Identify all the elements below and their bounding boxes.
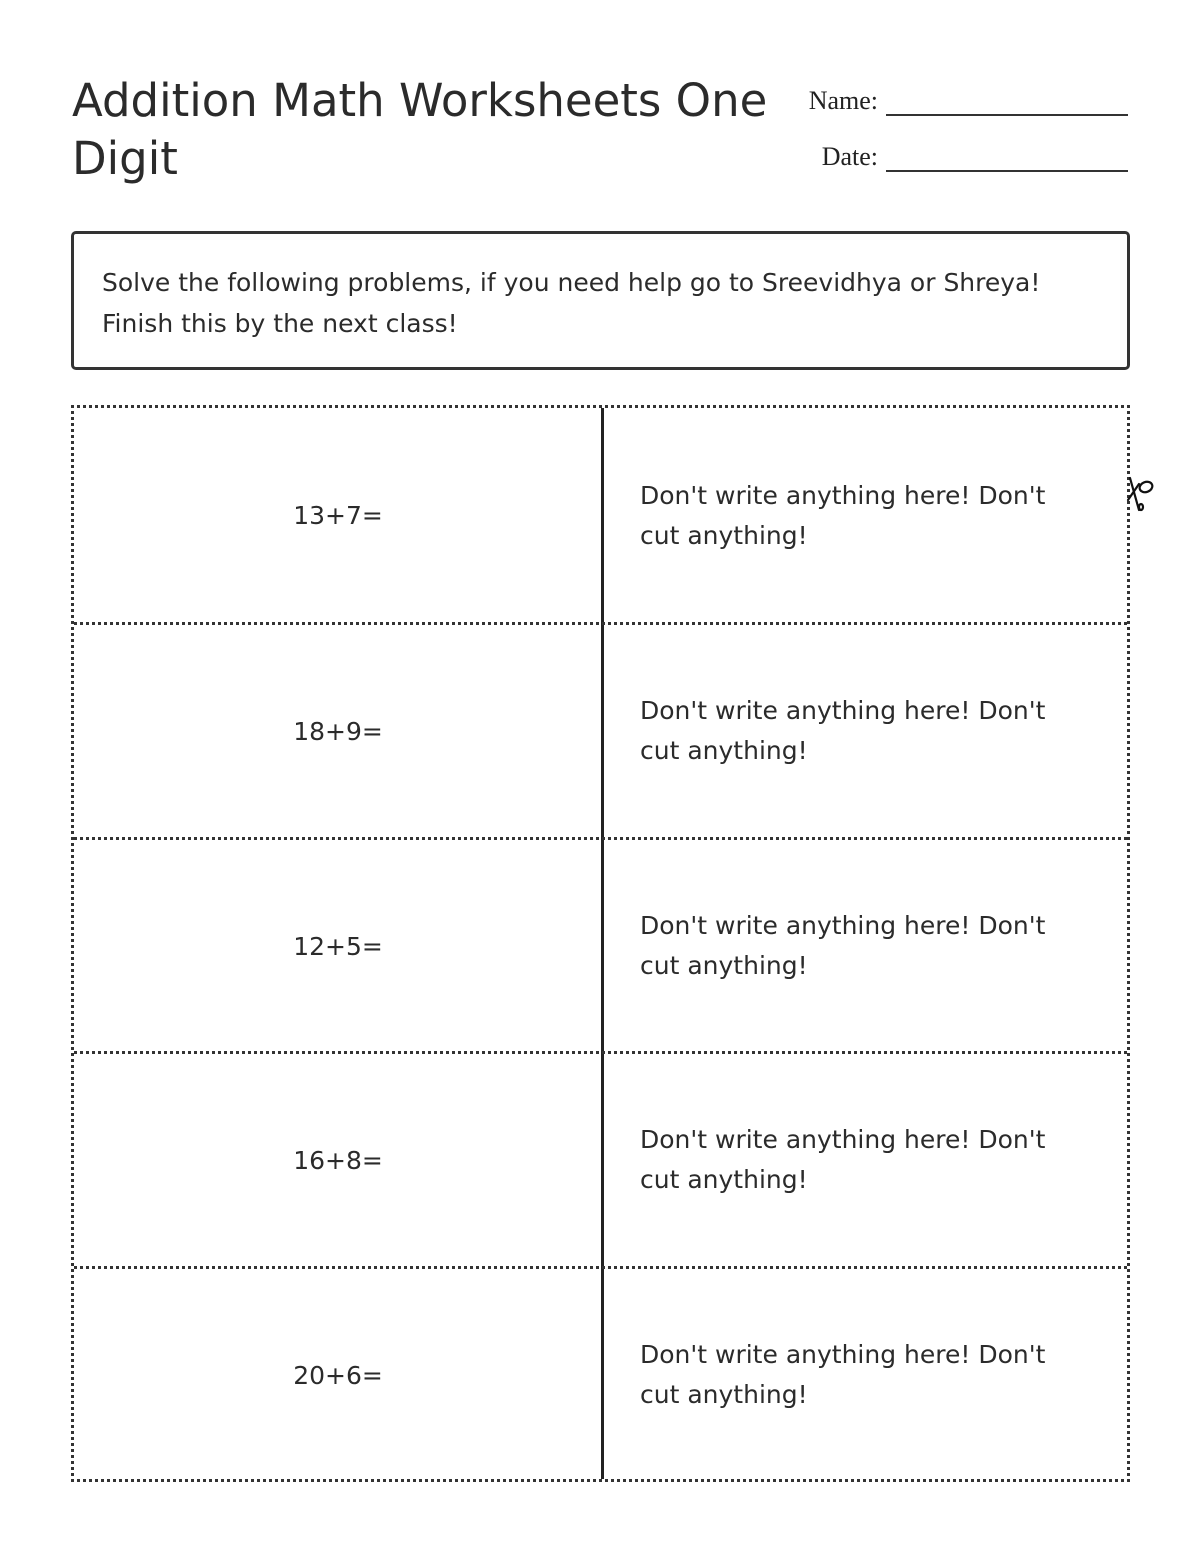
instructions-text: Solve the following problems, if you need help go to Sreevidhya or Shreya! Finish this by the next class! [102, 268, 1041, 338]
answer-cell-note: Don't write anything here! Don't cut anything! [640, 696, 1046, 765]
problem-question: 13+7= [293, 501, 383, 530]
table-row [74, 408, 1127, 623]
problem-table [71, 405, 1130, 1482]
problem-question: 16+8= [293, 1145, 383, 1175]
date-label: Date: [821, 142, 878, 171]
problem-question: 20+6= [293, 1360, 383, 1390]
name-row [790, 76, 1130, 116]
name-label: Name: [808, 86, 878, 115]
answer-cell-note: Don't write anything here! Don't cut anything! [640, 911, 1046, 980]
date-row [790, 132, 1130, 172]
page-title: Addition Math Worksheets One Digit [72, 74, 768, 185]
answer-cell-note: Don't write anything here! Don't cut anything! [640, 1340, 1046, 1409]
date-field[interactable] [886, 134, 1128, 172]
name-field[interactable] [886, 78, 1128, 116]
table-row [74, 1051, 1127, 1266]
instructions-box [71, 231, 1130, 370]
answer-cell-note: Don't write anything here! Don't cut anything! [640, 1125, 1046, 1194]
table-row [74, 1266, 1127, 1481]
problem-question: 12+5= [293, 931, 383, 961]
scissors-icon [1122, 474, 1156, 514]
student-info [790, 76, 1130, 188]
answer-cell-note: Don't write anything here! Don't cut anything! [640, 480, 1046, 550]
problem-question: 18+9= [293, 716, 383, 746]
table-row [74, 622, 1127, 837]
table-row [74, 837, 1127, 1052]
